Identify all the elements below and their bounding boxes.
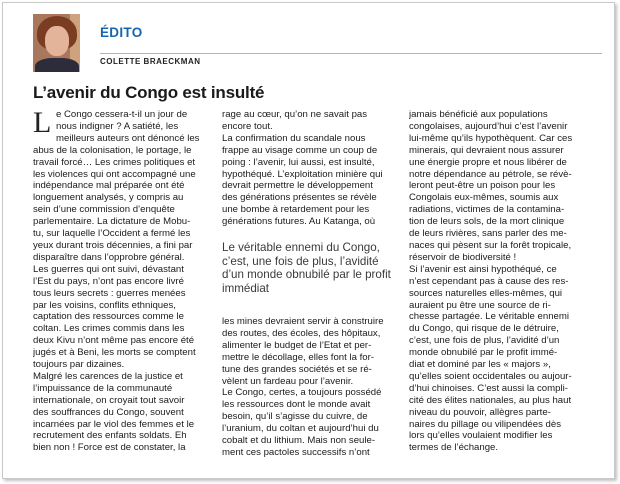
text-line: captation des ressources comme le [33,311,184,323]
text-line: chesse partagée. Le véritable ennemi [409,311,569,323]
text-line: recrutement des enfants soldats. Eh [33,430,187,442]
text-line: indépendance mal préparée ont été [33,180,185,192]
text-line: lui-même qu’ils hypothèquent. Car ces [409,132,573,144]
text-line: cité des élites nationales, au plus haut [409,394,572,406]
header-divider [100,53,602,54]
text-line: tu, sur laquelle l’Occident a fermé les [33,228,191,240]
text-line: travail forcé… Les crimes politiques et [33,156,196,168]
text-line: termes de l’échange. [409,442,499,454]
text-line: yeux durant trois décennies, a fini par [33,239,193,251]
text-line: vèlent un fardeau pour l’avenir. [222,375,354,387]
text-line: jugés et à Beni, les morts se comptent [33,347,196,359]
text-line: Malgré les carences de la justice et [33,370,183,382]
text-line: lors qu’elles voulaient modifier les [409,430,553,442]
text-line: sein d’une commission d’enquête [33,204,175,216]
article-column-1 [33,106,210,454]
text-line: l’Est du pays, n’ont pas encore livré [33,275,184,287]
text-line: réservoir de biodiversité ! [409,251,517,263]
text-line: mettre le décollage, elles font la for- [222,351,374,363]
text-line: abus de la colonisation, le portage, le [33,144,192,156]
text-line: naces qui pèsent sur la forêt tropicale, [409,239,572,251]
text-line: générations futures. Au Katanga, où [222,216,376,228]
text-line: coltan. Les crimes commis dans les [33,323,185,335]
drop-cap: L [33,106,52,139]
text-line: des générations présentes se révèle [222,192,377,204]
text-line: disparaître dans l’opprobre général. [33,251,185,263]
text-line: l’impuissance de la communauté [33,382,173,394]
article-column-3 [409,109,605,454]
text-line: alimenter le budget de l’Etat et per- [222,339,372,351]
author-photo [33,14,80,72]
text-line: diat et dominé par les « majors », [409,359,551,371]
text-line: parlementaire. La dictature de Mobu- [33,216,191,228]
text-line: une bombe à retardement pour les [222,204,370,216]
text-line: monde obnubilé par le profit immé- [409,347,558,359]
text-line: Si l’avenir est ainsi hypothéqué, ce [409,263,557,275]
text-line: bien non ! Force est de constater, la [33,442,186,454]
text-line: deux Kivu n’ont même pas encore été [33,335,195,347]
text-line: auraient pu être une source de ri- [409,299,551,311]
text-line: Les guerres qui ont suivi, dévastant [33,263,184,275]
text-line: niveau du pouvoir, allègres parte- [409,406,551,418]
text-line: cobalt et du lithium. Mais non seule- [222,435,376,447]
text-line: notre dépendance au pétrole, se révè- [409,168,572,180]
text-line: sources naturelles elles-mêmes, qui [409,287,563,299]
text-line: tion de leurs sols, de la mort clinique [409,216,565,228]
text-line: ment ces pactoles successifs n’ont [222,446,370,458]
text-line: besoin, qu’il s’agisse du cuivre, de [222,411,368,423]
text-line: les mines devraient servir à construire [222,316,384,327]
text-line: d’hui chinoises. C’est aussi la compli- [409,382,568,394]
article-column-2-bottom [222,316,397,459]
text-line: tune des grandes sociétés et se ré- [222,363,372,375]
text-line: hypothéqué. L’exploitation minière qui [222,168,383,180]
text-line: La confirmation du scandale nous [222,132,366,144]
text-line: meilleurs auteurs ont dénoncé les [56,132,200,144]
rubric-title: ÉDITO [100,25,143,40]
text-line: nous indigner ? A satiété, les [56,120,179,132]
text-line: n’est cependant pas à cause des res- [409,275,569,287]
text-line: incarnées par le viol des femmes et le [33,418,195,430]
text-line: toujours par dizaines. [33,359,125,371]
text-line: radiations, victimes de la contamina- [409,204,565,216]
text-line: Congolais eux-mêmes, soumis aux [409,192,559,204]
text-line: minerais, qui devraient nous assurer [409,144,564,156]
article-headline: L’avenir du Congo est insulté [33,83,265,102]
text-line: leront peut-être un poison pour les [409,180,556,192]
text-line: les ressources dont le monde avait [222,399,371,411]
text-line: Le Congo, certes, a toujours possédé [222,387,382,399]
text-line: l’uranium, du coltan et aujourd’hui du [222,423,379,435]
text-line: une énergie propre et nous libérer de [409,156,567,168]
text-line: internationale, on croyait tout savoir [33,394,185,406]
text-line: frappe au visage comme un coup de [222,144,378,156]
text-line: naires du pillage ou vilipendées dès [409,418,562,430]
text-line: rage au cœur, qu’on ne savait pas [222,109,368,120]
text-line: poing : l’avenir, lui aussi, est insulté, [222,156,375,168]
text-line: par les voisins, conflits ethniques, [33,299,176,311]
text-line: qu’elles soient occidentales ou aujour- [409,370,572,382]
text-line: c’est, une fois de plus, l’avidité d’un [409,335,560,347]
text-line: congolaises, aujourd’hui c’est l’avenir [409,120,568,132]
pull-quote: Le véritable ennemi du Congo, c’est, une fois de plus, l’avidité d’un monde obnubilé par le profit immédiat [222,241,391,295]
author-name: COLETTE BRAECKMAN [100,57,201,66]
text-line: jamais bénéficié aux populations [409,109,548,120]
text-line: tous leurs secrets : guerres menées [33,287,186,299]
text-line: encore tout. [222,120,273,132]
text-line: devrait permettre le développement [222,180,373,192]
text-line: du Congo, qui risque de le détruire, [409,323,559,335]
article-column-2-top [222,109,397,228]
text-line: de leurs rivières, sans parler des me- [409,228,567,240]
text-line: longuement analysés, y compris au [33,192,184,204]
text-line: e Congo cessera-t-il un jour de [56,109,188,120]
text-line: des routes, des écoles, des hôpitaux, [222,327,381,339]
text-line: les violences qui ont accompagné une [33,168,196,180]
text-line: des souffrances du Congo, souvent [33,406,184,418]
